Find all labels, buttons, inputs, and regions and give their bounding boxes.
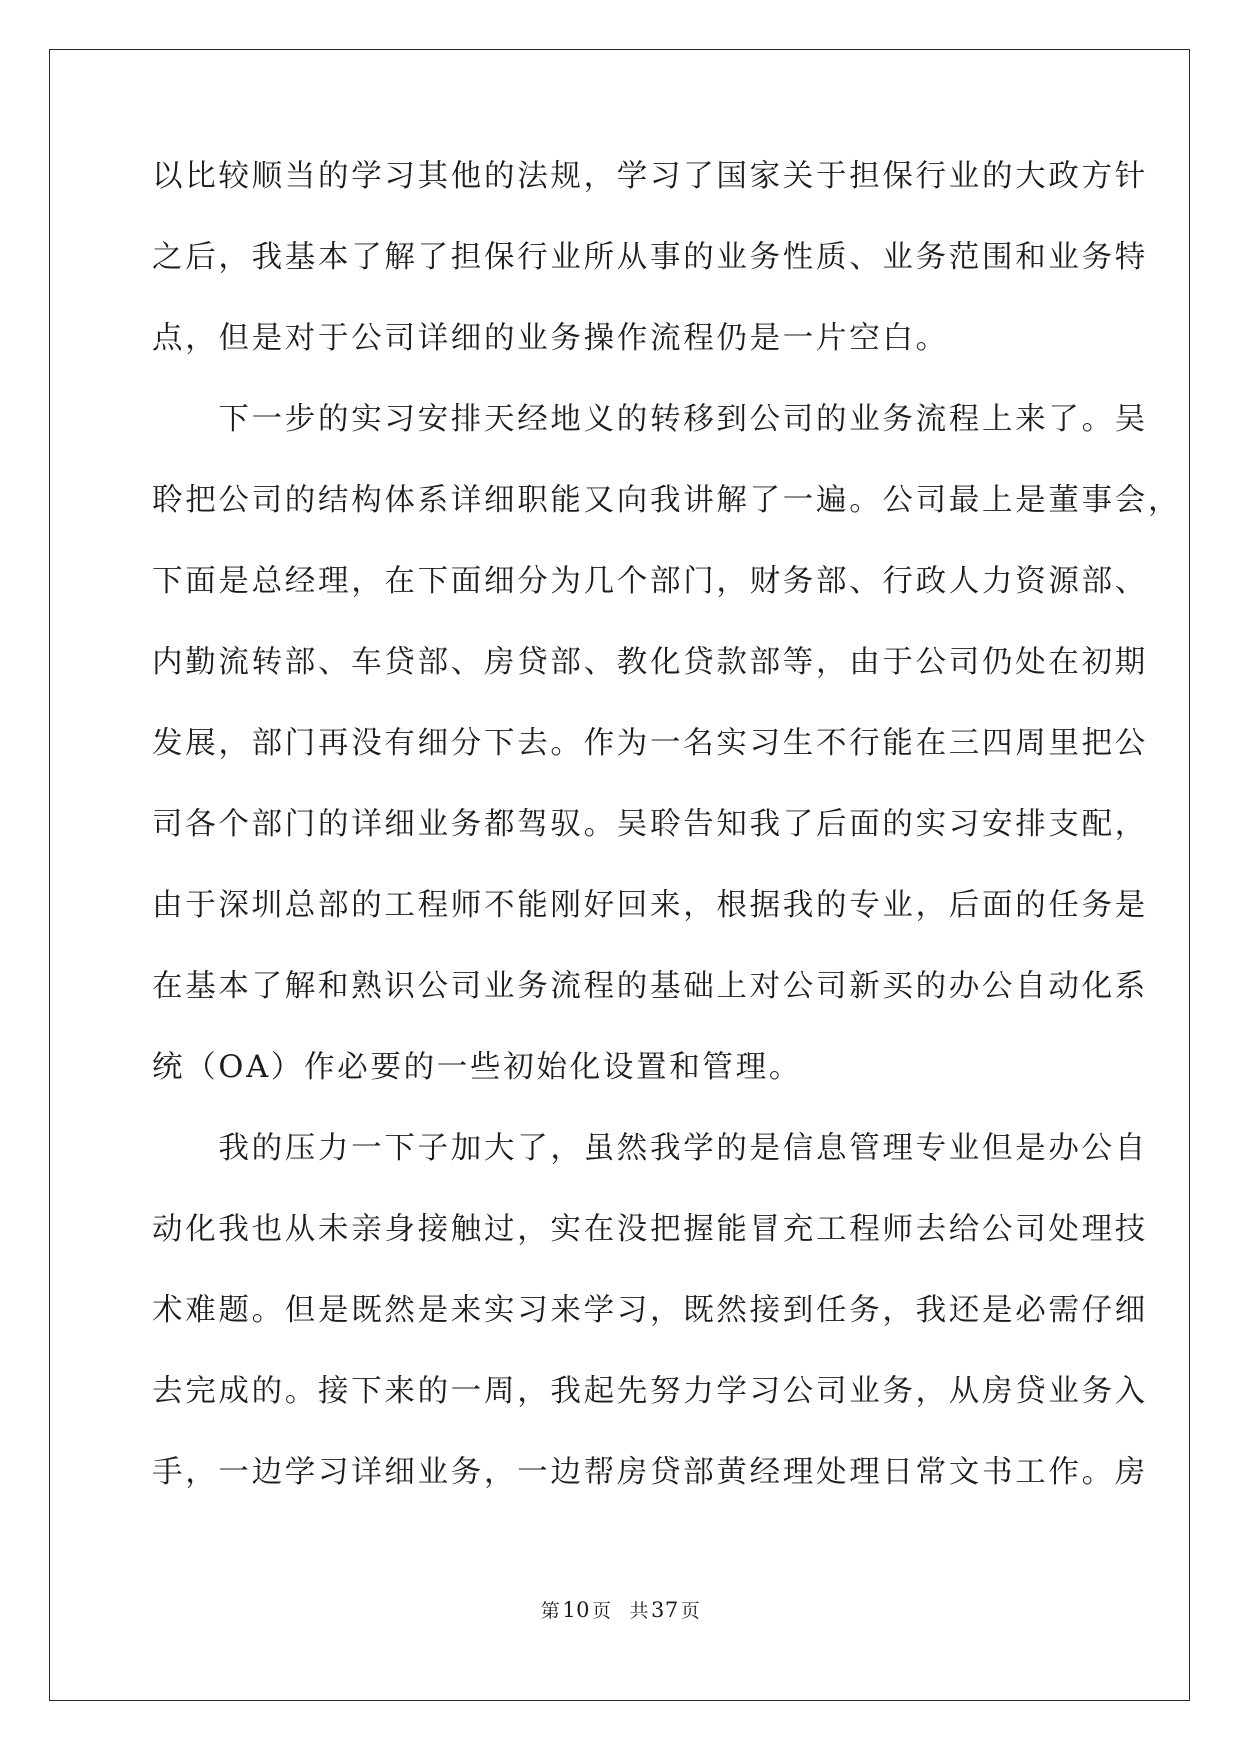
total-suffix: 页	[680, 1600, 701, 1622]
total-pages: 37	[651, 1598, 679, 1622]
text-line: 由于深圳总部的工程师不能刚好回来，根据我的专业，后面的任务是	[152, 888, 1148, 923]
document-body	[152, 159, 1182, 1539]
text-line: 聆把公司的结构体系详细职能又向我讲解了一遍。公司最上是董事会，	[152, 483, 1182, 518]
text-line: 在基本了解和熟识公司业务流程的基础上对公司新买的办公自动化系	[152, 969, 1148, 1004]
text-line: 点，但是对于公司详细的业务操作流程仍是一片空白。	[152, 321, 949, 356]
paragraph-start-line: 下一步的实习安排天经地义的转移到公司的业务流程上来了。吴	[152, 402, 1148, 437]
page-number: 10	[562, 1598, 590, 1622]
text-line: 发展，部门再没有细分下去。作为一名实习生不行能在三四周里把公	[152, 726, 1148, 761]
text-line: 司各个部门的详细业务都驾驭。吴聆告知我了后面的实习安排支配，	[152, 807, 1148, 842]
text-line: 内勤流转部、车贷部、房贷部、教化贷款部等，由于公司仍处在初期	[152, 645, 1148, 680]
text-line: 术难题。但是既然是来实习来学习，既然接到任务，我还是必需仔细	[152, 1293, 1148, 1328]
text-line: 统（OA）作必要的一些初始化设置和管理。	[152, 1050, 803, 1085]
text-line: 去完成的。接下来的一周，我起先努力学习公司业务，从房贷业务入	[152, 1374, 1148, 1409]
text-line: 之后，我基本了解了担保行业所从事的业务性质、业务范围和业务特	[152, 240, 1148, 275]
paragraph-start-line: 我的压力一下子加大了，虽然我学的是信息管理专业但是办公自	[152, 1131, 1148, 1166]
total-prefix: 共	[629, 1600, 650, 1622]
text-line: 下面是总经理，在下面细分为几个部门，财务部、行政人力资源部、	[152, 564, 1148, 599]
text-line: 以比较顺当的学习其他的法规，学习了国家关于担保行业的大政方针	[152, 159, 1148, 194]
page-suffix: 页	[591, 1600, 612, 1622]
text-line: 动化我也从未亲身接触过，实在没把握能冒充工程师去给公司处理技	[152, 1212, 1148, 1247]
text-line: 手，一边学习详细业务，一边帮房贷部黄经理处理日常文书工作。房	[152, 1455, 1148, 1490]
page-prefix: 第	[540, 1600, 561, 1622]
page-footer	[0, 1598, 1241, 1623]
